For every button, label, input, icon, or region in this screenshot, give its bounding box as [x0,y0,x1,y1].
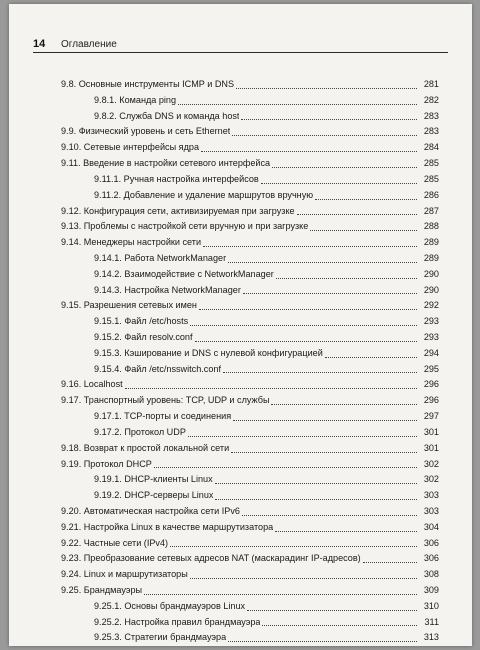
toc-entry [61,599,439,615]
toc-entry-title: 9.11.2. Добавление и удаление маршрутов вручную [94,189,314,200]
toc-entry-title: 9.11. Введение в настройки сетевого интерфейса [61,158,271,169]
toc-entry-title: 9.8.1. Команда ping [94,94,177,105]
toc-entry-title: 9.8. Основные инструменты ICMP и DNS [61,79,235,89]
toc-entry-title: 9.21. Настройка Linux в качестве маршрутизатора [61,521,274,532]
dot-leader [190,324,417,326]
toc-entry-page: 313 [423,632,439,643]
toc-entry [61,346,439,362]
toc-entry-page: 308 [423,569,439,580]
toc-entry-title: 9.19.2. DHCP-серверы Linux [94,490,214,501]
toc-entry-page: 289 [423,237,439,248]
toc-entry [61,441,439,457]
toc-entry-page: 303 [423,505,439,516]
toc-entry-title: 9.18. Возврат к простой локальной сети [61,442,230,453]
book-page [9,4,472,646]
table-of-contents [61,77,439,646]
dot-leader [144,593,417,595]
toc-entry-page: 302 [423,474,439,485]
dot-leader [262,624,417,626]
toc-entry-title: 9.14.3. Настройка NetworkManager [94,284,241,295]
dot-leader [271,403,417,405]
toc-entry-page: 294 [423,347,439,358]
toc-entry-title: 9.17. Транспортный уровень: TCP, UDP и службы [61,395,270,406]
toc-entry-page: 281 [423,79,439,89]
toc-entry [61,298,439,314]
toc-entry-title: 9.12. Конфигурация сети, активизируемая при загрузке [61,205,295,216]
toc-entry-title: 9.16. Localhost [61,379,123,390]
toc-entry [61,504,439,520]
dot-leader [325,356,417,358]
toc-entry-page: 296 [423,379,439,390]
dot-leader [236,87,417,89]
dot-leader [195,340,417,342]
dot-leader [276,277,417,279]
toc-entry [61,583,439,599]
dot-leader [243,292,417,294]
toc-entry [61,520,439,536]
dot-leader [261,182,417,184]
dot-leader [178,103,417,105]
toc-entry-title: 9.25.3. Стратегии брандмауэра [94,632,227,643]
toc-entry [61,109,439,125]
header-title: Оглавление [61,39,117,50]
toc-entry-title: 9.11.1. Ручная настройка интерфейсов [94,173,259,184]
toc-entry-page: 302 [423,458,439,469]
toc-entry [61,630,439,646]
toc-entry-title: 9.15.4. Файл /etc/nsswitch.conf [94,363,221,374]
dot-leader [188,435,417,437]
toc-entry [61,567,439,583]
toc-entry-page: 304 [423,521,439,532]
toc-entry-page: 287 [423,205,439,216]
toc-entry [61,124,439,140]
toc-entry-page: 289 [423,252,439,263]
toc-entry-page: 282 [423,94,439,105]
toc-entry [61,457,439,473]
toc-entry-page: 286 [423,189,439,200]
toc-entry [61,536,439,552]
toc-entry [61,77,439,93]
toc-entry [61,172,439,188]
toc-entry [61,615,439,631]
toc-entry-page: 295 [423,363,439,374]
dot-leader [190,577,417,579]
toc-entry [61,188,439,204]
toc-entry-title: 9.15.2. Файл resolv.conf [94,332,193,342]
dot-leader [199,308,417,310]
toc-entry-page: 285 [423,158,439,169]
toc-entry-page: 301 [423,442,439,453]
dot-leader [232,134,417,136]
toc-entry-title: 9.25.1. Основы брандмауэров Linux [94,600,246,611]
dot-leader [231,451,417,453]
toc-entry-page: 306 [423,553,439,564]
toc-entry-title: 9.14. Менеджеры настройки сети [61,237,202,248]
toc-entry-title: 9.19.1. DHCP-клиенты Linux [94,474,213,485]
toc-entry-title: 9.15.3. Кэширование и DNS с нулевой конфигурацией [94,347,323,358]
toc-entry-page: 290 [423,268,439,279]
dot-leader [275,530,417,532]
toc-entry [61,235,439,251]
toc-entry-title: 9.20. Автоматическая настройка сети IPv6 [61,505,240,516]
toc-entry-title: 9.17.2. Протокол UDP [94,426,186,437]
toc-entry-page: 296 [423,395,439,406]
toc-entry [61,204,439,220]
toc-entry-page: 293 [423,316,439,327]
toc-entry [61,551,439,567]
toc-entry-title: 9.15.1. Файл /etc/hosts [94,316,189,327]
toc-entry-title: 9.24. Linux и маршрутизаторы [61,569,188,580]
dot-leader [241,118,417,120]
toc-entry-page: 285 [423,173,439,184]
toc-entry [61,251,439,267]
toc-entry-page: 284 [423,142,439,153]
toc-entry [61,219,439,235]
toc-entry-page: 309 [423,585,439,595]
page-number: 14 [33,38,46,50]
toc-entry-title: 9.14.2. Взаимодействие с NetworkManager [94,268,274,279]
toc-entry [61,472,439,488]
toc-entry-page: 306 [423,537,439,548]
toc-entry [61,314,439,330]
toc-entry-page: 297 [423,411,439,422]
toc-entry [61,267,439,283]
dot-leader [223,371,417,373]
toc-entry-title: 9.15. Разрешения сетевых имен [61,300,197,311]
toc-entry [61,377,439,393]
toc-entry-page: 292 [423,300,439,311]
toc-entry [61,488,439,504]
dot-leader [215,482,417,484]
toc-entry [61,393,439,409]
toc-entry-page: 293 [423,332,439,342]
toc-entry [61,156,439,172]
toc-entry-title: 9.8.2. Служба DNS и команда host [94,110,240,121]
toc-entry-page: 288 [423,221,439,232]
dot-leader [201,150,417,152]
toc-entry-page: 301 [423,426,439,437]
toc-entry-page: 290 [423,284,439,295]
toc-entry-page: 310 [423,600,439,611]
dot-leader [247,609,417,611]
toc-entry-title: 9.23. Преобразование сетевых адресов NAT (маскарадинг IP-адресов) [61,553,361,564]
toc-entry-page: 303 [423,490,439,501]
toc-entry [61,409,439,425]
toc-entry-title: 9.17.1. TCP-порты и соединения [94,411,232,422]
dot-leader [170,545,417,547]
dot-leader [242,514,417,516]
toc-entry-page: 283 [423,126,439,137]
toc-entry-title: 9.14.1. Работа NetworkManager [94,252,227,263]
dot-leader [215,498,417,500]
toc-entry [61,425,439,441]
dot-leader [310,229,417,231]
dot-leader [125,387,417,389]
dot-leader [315,198,417,200]
toc-entry-title: 9.25.2. Настройка правил брандмауэра [94,616,261,627]
dot-leader [297,213,417,215]
dot-leader [228,261,417,263]
toc-entry-title: 9.25. Брандмауэры [61,585,143,595]
dot-leader [203,245,417,247]
toc-entry [61,362,439,378]
dot-leader [363,561,417,563]
toc-entry [61,283,439,299]
toc-entry-page: 283 [423,110,439,121]
toc-entry-page: 311 [424,616,439,627]
dot-leader [228,640,417,642]
toc-entry-title: 9.10. Сетевые интерфейсы ядра [61,142,199,153]
dot-leader [154,466,417,468]
toc-entry-title: 9.13. Проблемы с настройкой сети вручную и при загрузке [61,221,309,232]
dot-leader [233,419,417,421]
toc-entry-title: 9.9. Физический уровень и сеть Ethernet [61,126,231,137]
toc-entry [61,140,439,156]
toc-entry [61,93,439,109]
dot-leader [272,166,417,168]
toc-entry [61,330,439,346]
toc-entry-title: 9.19. Протокол DHCP [61,458,152,469]
toc-entry-title: 9.22. Частные сети (IPv4) [61,537,169,548]
running-header [33,38,448,53]
